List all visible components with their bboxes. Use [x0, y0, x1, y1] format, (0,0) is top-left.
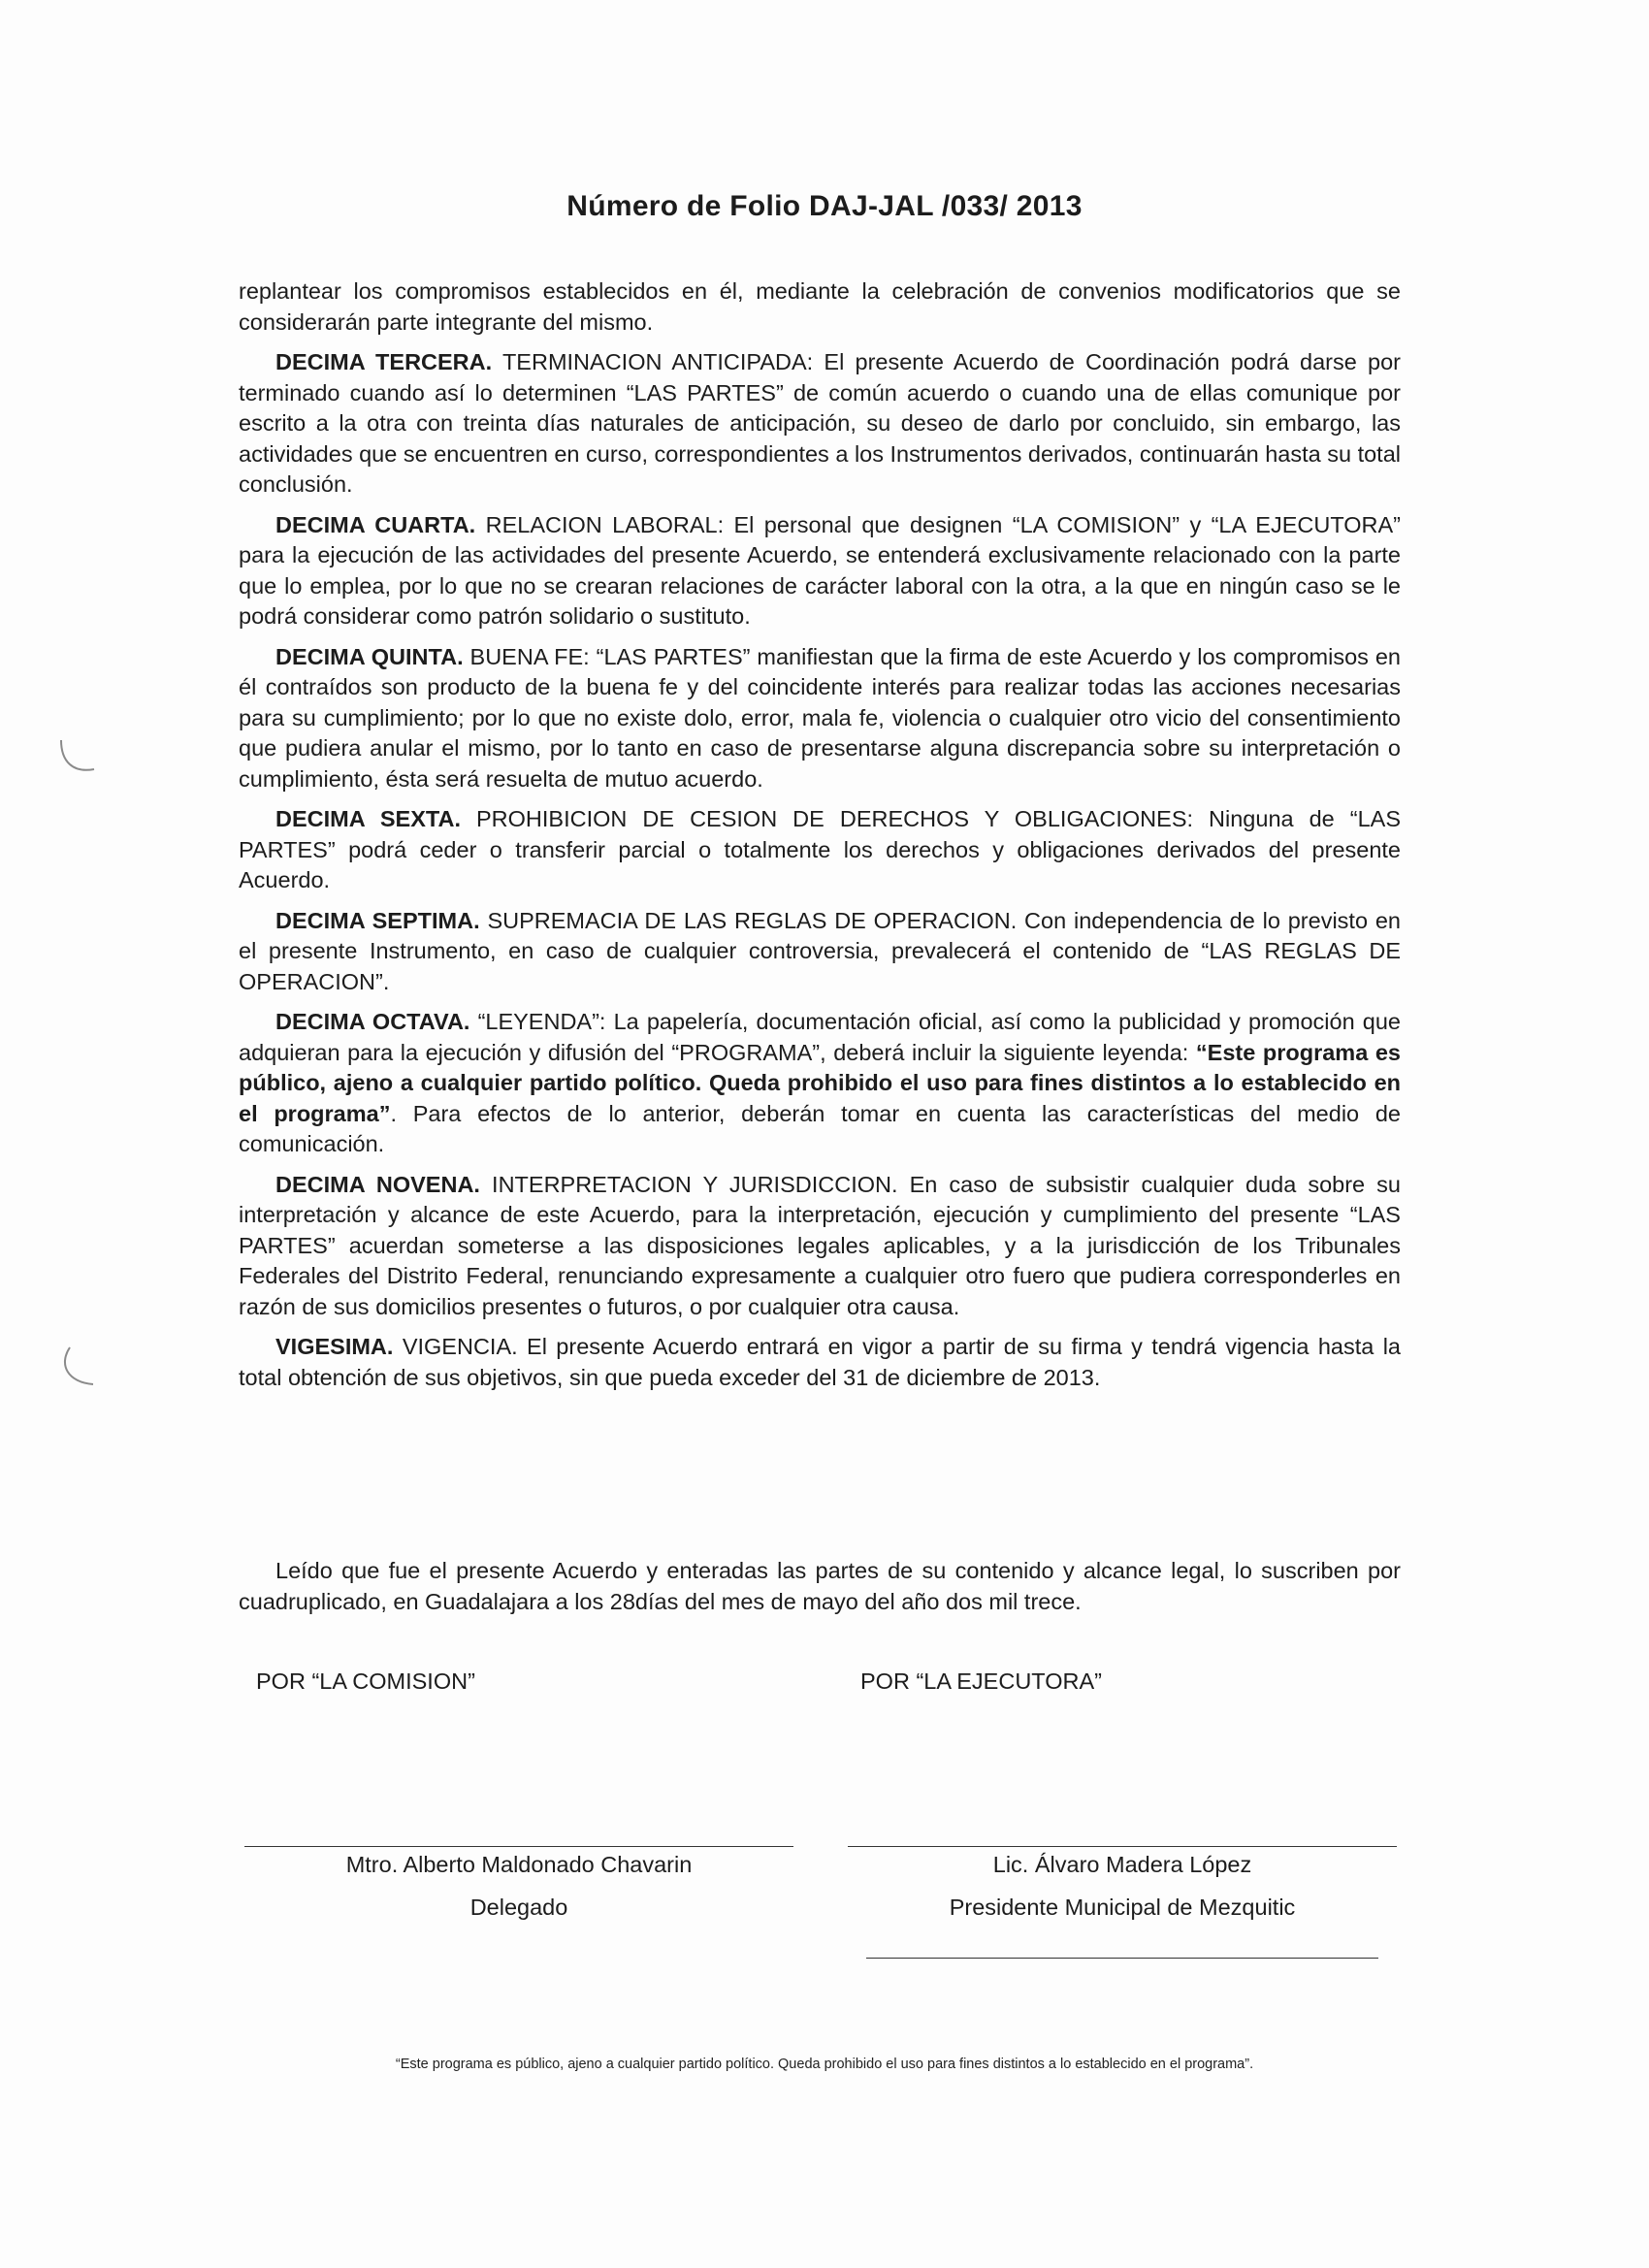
- intro-paragraph: replantear los compromisos establecidos en él, mediante la celebración de convenios modificatorios que se considerarán parte integrante del mismo.: [239, 278, 1401, 335]
- clause-text: PROHIBICION DE CESION DE DERECHOS Y OBLIGACIONES: Ninguna de “LAS PARTES” podrá ceder o transferir parcial o totalmente los derechos y obligaciones derivados del presente Acuerdo.: [239, 806, 1402, 892]
- signatory-right-title: Presidente Municipal de Mezquitic: [949, 1895, 1296, 1920]
- clause-decima-sexta: [239, 804, 1401, 896]
- clause-text: SUPREMACIA DE LAS REGLAS DE OPERACION. Con independencia de lo previsto en el presente Instrumento, en caso de cualquier controversia, prevalecerá el contenido de “LAS REGLAS DE OPERACION”.: [239, 907, 1401, 994]
- folio-title: Número de Folio DAJ-JAL /033/ 2013: [566, 190, 1083, 222]
- clause-heading: DECIMA NOVENA.: [275, 1171, 480, 1197]
- clause-heading: DECIMA CUARTA.: [275, 511, 476, 537]
- signatory-left-name: Mtro. Alberto Maldonado Chavarin: [345, 1852, 693, 1877]
- signatory-left-title: Delegado: [469, 1895, 568, 1920]
- clause-heading: DECIMA QUINTA.: [275, 643, 464, 669]
- clause-decima-novena: [239, 1170, 1401, 1323]
- signatory-left: [244, 1843, 793, 1928]
- legend-bold-text: “Este programa es público, ajeno a cualquier partido político. Queda prohibido el uso para fines distintos a lo establecido en el programa”: [239, 1039, 1401, 1126]
- footer-legend: “Este programa es público, ajeno a cualquier partido político. Queda prohibido el uso para fines distintos a lo establecido en el programa”.: [395, 2057, 1254, 2072]
- clause-heading: DECIMA SEPTIMA.: [275, 907, 480, 933]
- signature-label-comision: POR “LA COMISION”: [256, 1669, 475, 1694]
- clause-decima-octava: [239, 1007, 1401, 1160]
- clause-decima-quinta: [239, 642, 1401, 795]
- clause-text-after: . Para efectos de lo anterior, deberán tomar en cuenta las características del medio de comunicación.: [239, 1100, 1401, 1156]
- scan-mark: [56, 1344, 105, 1392]
- signature-label-ejecutora: POR “LA EJECUTORA”: [860, 1669, 1102, 1694]
- signature-line-extra: [866, 1958, 1378, 1959]
- clause-heading: DECIMA SEXTA.: [275, 806, 461, 831]
- signatory-right-name: Lic. Álvaro Madera López: [992, 1852, 1252, 1877]
- clause-heading: VIGESIMA.: [275, 1334, 394, 1359]
- clause-decima-tercera: [239, 347, 1401, 501]
- clause-text: VIGENCIA. El presente Acuerdo entrará en vigor a partir de su firma y tendrá vigencia hasta la total obtención de sus objetivos, sin que pueda exceder del 31 de diciembre de 2013.: [239, 1334, 1401, 1390]
- clause-text: INTERPRETACION Y JURISDICCION. En caso de subsistir cualquier duda sobre su interpretación y alcance de este Acuerdo, para la interpretación, ejecución y cumplimiento del presente “LAS PARTES” acuerdan someterse a las disposiciones legales aplicables, y a la jurisdicción de los Tribunales Federales del Distrito Federal, renunciando expresamente a cualquier otro fuero que pudiera corresponderles en razón de sus domicilios presentes o futuros, o por cualquier otra causa.: [239, 1171, 1401, 1319]
- document-body: [239, 276, 1401, 1403]
- closing-paragraph: Leído que fue el presente Acuerdo y enteradas las partes de su contenido y alcance legal, lo suscriben por cuadruplicado, en Guadalajara a los 28días del mes de mayo del año dos mil trece.: [239, 1558, 1401, 1614]
- clause-decima-septima: [239, 906, 1401, 998]
- clause-text: BUENA FE: “LAS PARTES” manifiestan que la firma de este Acuerdo y los compromisos en él contraídos son producto de la buena fe y del coincidente interés para realizar todas las acciones necesarias para su cumplimiento; por lo que no existe dolo, error, mala fe, violencia o cualquier otro vicio del consentimiento que pudiera anular el mismo, por lo tanto en caso de presentarse alguna discrepancia sobre su interpretación o cumplimiento, ésta será resuelta de mutuo acuerdo.: [239, 643, 1401, 792]
- scan-mark: [53, 732, 102, 781]
- clause-text: RELACION LABORAL: El personal que designen “LA COMISION” y “LA EJECUTORA” para la ejecución de las actividades del presente Acuerdo, se entenderá exclusivamente relacionado con la parte que lo emplea, por lo que no se crearan relaciones de carácter laboral con la otra, a la que en ningún caso se le podrá considerar como patrón solidario o sustituto.: [239, 511, 1402, 629]
- clause-text: TERMINACION ANTICIPADA: El presente Acuerdo de Coordinación podrá darse por terminado cuando así lo determinen “LAS PARTES” de común acuerdo o cuando una de ellas comunique por escrito a la otra con treinta días naturales de anticipación, su deseo de darlo por concluido, sin embargo, las actividades que se encuentren en curso, correspondientes a los Instrumentos derivados, continuarán hasta su total conclusión.: [239, 349, 1401, 497]
- clause-decima-cuarta: [239, 510, 1401, 632]
- clause-vigesima: [239, 1332, 1401, 1393]
- clause-text: “LEYENDA”: La papelería, documentación oficial, así como la publicidad y promoción que adquieran para la ejecución y difusión del “PROGRAMA”, deberá incluir la siguiente leyenda:: [239, 1009, 1401, 1065]
- signatory-right: [848, 1843, 1397, 1928]
- clause-heading: DECIMA TERCERA.: [275, 349, 493, 374]
- clause-heading: DECIMA OCTAVA.: [275, 1009, 470, 1034]
